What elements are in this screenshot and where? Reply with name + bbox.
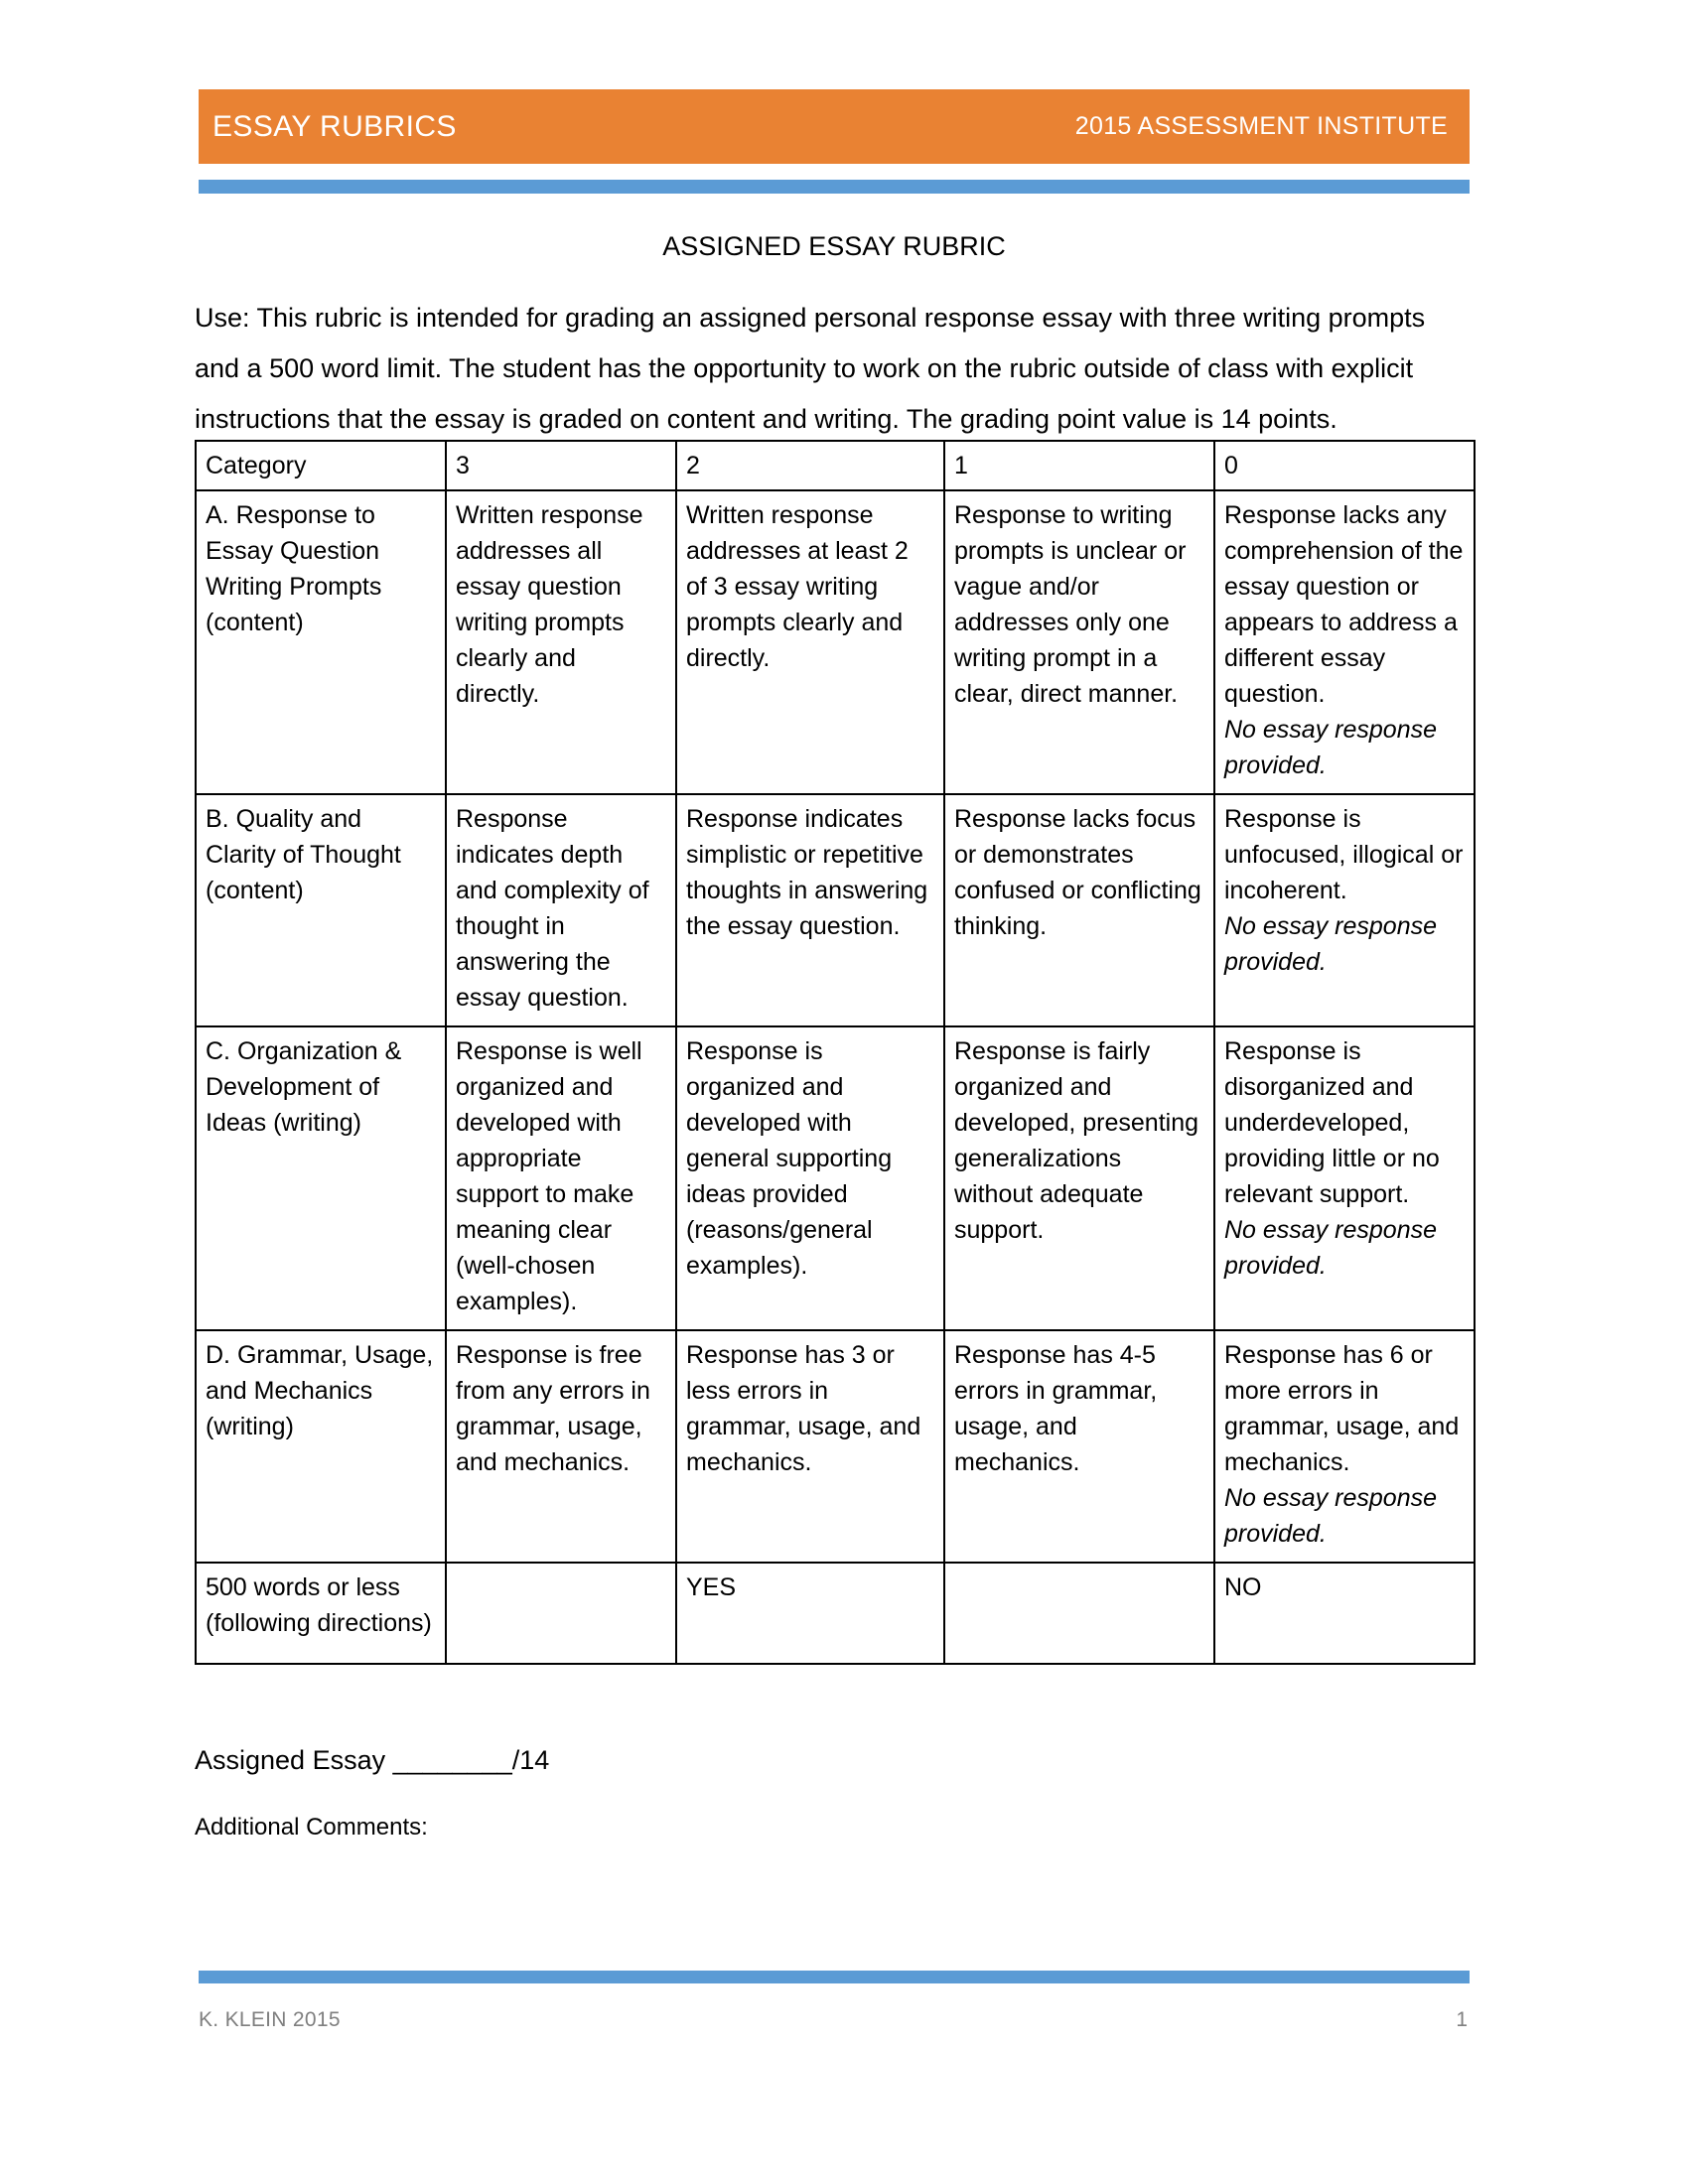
rubric-wordcount-score-0: NO xyxy=(1214,1563,1475,1664)
table-row xyxy=(196,1330,1475,1563)
rubric-d-score-2: Response has 3 or less errors in grammar, usage, and mechanics. xyxy=(676,1330,944,1563)
table-row xyxy=(196,490,1475,794)
column-header-2: 2 xyxy=(676,441,944,490)
footer-page-number: 1 xyxy=(1456,2008,1468,2031)
rubric-c-score-3: Response is well organized and developed with appropriate support to make meaning clear (well-chosen examples). xyxy=(446,1026,676,1330)
table-row xyxy=(196,794,1475,1026)
rubric-category-b: B. Quality and Clarity of Thought (content) xyxy=(196,794,446,1026)
rubric-a-score-3: Written response addresses all essay question writing prompts clearly and directly. xyxy=(446,490,676,794)
column-header-category: Category xyxy=(196,441,446,490)
rubric-d-score-0-note: No essay response provided. xyxy=(1224,1484,1438,1548)
rubric-d-score-3: Response is free from any errors in grammar, usage, and mechanics. xyxy=(446,1330,676,1563)
page-title: ASSIGNED ESSAY RUBRIC xyxy=(662,231,1006,261)
rubric-b-score-3: Response indicates depth and complexity of thought in answering the essay question. xyxy=(446,794,676,1026)
assigned-essay-score-line: Assigned Essay ________/14 xyxy=(195,1745,550,1775)
column-header-3: 3 xyxy=(446,441,676,490)
rubric-a-score-0-note: No essay response provided. xyxy=(1224,716,1438,779)
rubric-d-score-0-text: Response has 6 or more errors in grammar, usage, and mechanics. xyxy=(1224,1341,1460,1476)
rubric-c-score-2: Response is organized and developed with general supporting ideas provided (reasons/general examples). xyxy=(676,1026,944,1330)
rubric-wordcount-score-2: YES xyxy=(676,1563,944,1664)
column-header-1: 1 xyxy=(944,441,1214,490)
rubric-category-d: D. Grammar, Usage, and Mechanics (writing) xyxy=(196,1330,446,1563)
rubric-b-score-0 xyxy=(1214,794,1475,1026)
rubric-b-score-1: Response lacks focus or demonstrates confused or conflicting thinking. xyxy=(944,794,1214,1026)
rubric-table xyxy=(195,440,1476,1665)
rubric-a-score-1: Response to writing prompts is unclear or vague and/or addresses only one writing prompt in a clear, direct manner. xyxy=(944,490,1214,794)
table-header-row xyxy=(196,441,1475,490)
rubric-wordcount-score-1-blocked xyxy=(944,1563,1214,1664)
rubric-c-score-0-note: No essay response provided. xyxy=(1224,1216,1438,1280)
header-blue-rule xyxy=(199,180,1470,194)
rubric-table-container xyxy=(195,440,1474,1665)
rubric-category-a: A. Response to Essay Question Writing Prompts (content) xyxy=(196,490,446,794)
rubric-category-wordcount: 500 words or less (following directions) xyxy=(196,1563,446,1664)
rubric-a-score-0-text: Response lacks any comprehension of the essay question or appears to address a different essay question. xyxy=(1224,501,1464,708)
rubric-wordcount-score-3-blocked xyxy=(446,1563,676,1664)
header-title: ESSAY RUBRICS xyxy=(212,109,457,143)
rubric-a-score-2: Written response addresses at least 2 of 3 essay writing prompts clearly and directly. xyxy=(676,490,944,794)
intro-paragraph: Use: This rubric is intended for grading an assigned personal response essay with three writing prompts and a 500 word limit. The student has the opportunity to work on the rubric outside of class with explicit instructions that the essay is graded on content and writing. The grading point value is 14 points. xyxy=(195,303,1426,434)
rubric-b-score-0-note: No essay response provided. xyxy=(1224,912,1438,976)
table-row xyxy=(196,1026,1475,1330)
footer-author: K. KLEIN 2015 xyxy=(199,2008,341,2031)
table-row xyxy=(196,1563,1475,1664)
rubric-b-score-2: Response indicates simplistic or repetitive thoughts in answering the essay question. xyxy=(676,794,944,1026)
additional-comments-label: Additional Comments: xyxy=(195,1814,428,1841)
rubric-d-score-1: Response has 4-5 errors in grammar, usage, and mechanics. xyxy=(944,1330,1214,1563)
column-header-0: 0 xyxy=(1214,441,1475,490)
rubric-c-score-0-text: Response is disorganized and underdeveloped, providing little or no relevant support. xyxy=(1224,1037,1440,1208)
rubric-b-score-0-text: Response is unfocused, illogical or incoherent. xyxy=(1224,805,1464,904)
rubric-c-score-0 xyxy=(1214,1026,1475,1330)
rubric-d-score-0 xyxy=(1214,1330,1475,1563)
page-header-band xyxy=(199,89,1470,164)
footer-blue-rule xyxy=(199,1971,1470,1983)
rubric-category-c: C. Organization & Development of Ideas (writing) xyxy=(196,1026,446,1330)
header-subtitle: 2015 ASSESSMENT INSTITUTE xyxy=(1074,112,1448,140)
rubric-a-score-0 xyxy=(1214,490,1475,794)
rubric-c-score-1: Response is fairly organized and developed, presenting generalizations without adequate support. xyxy=(944,1026,1214,1330)
